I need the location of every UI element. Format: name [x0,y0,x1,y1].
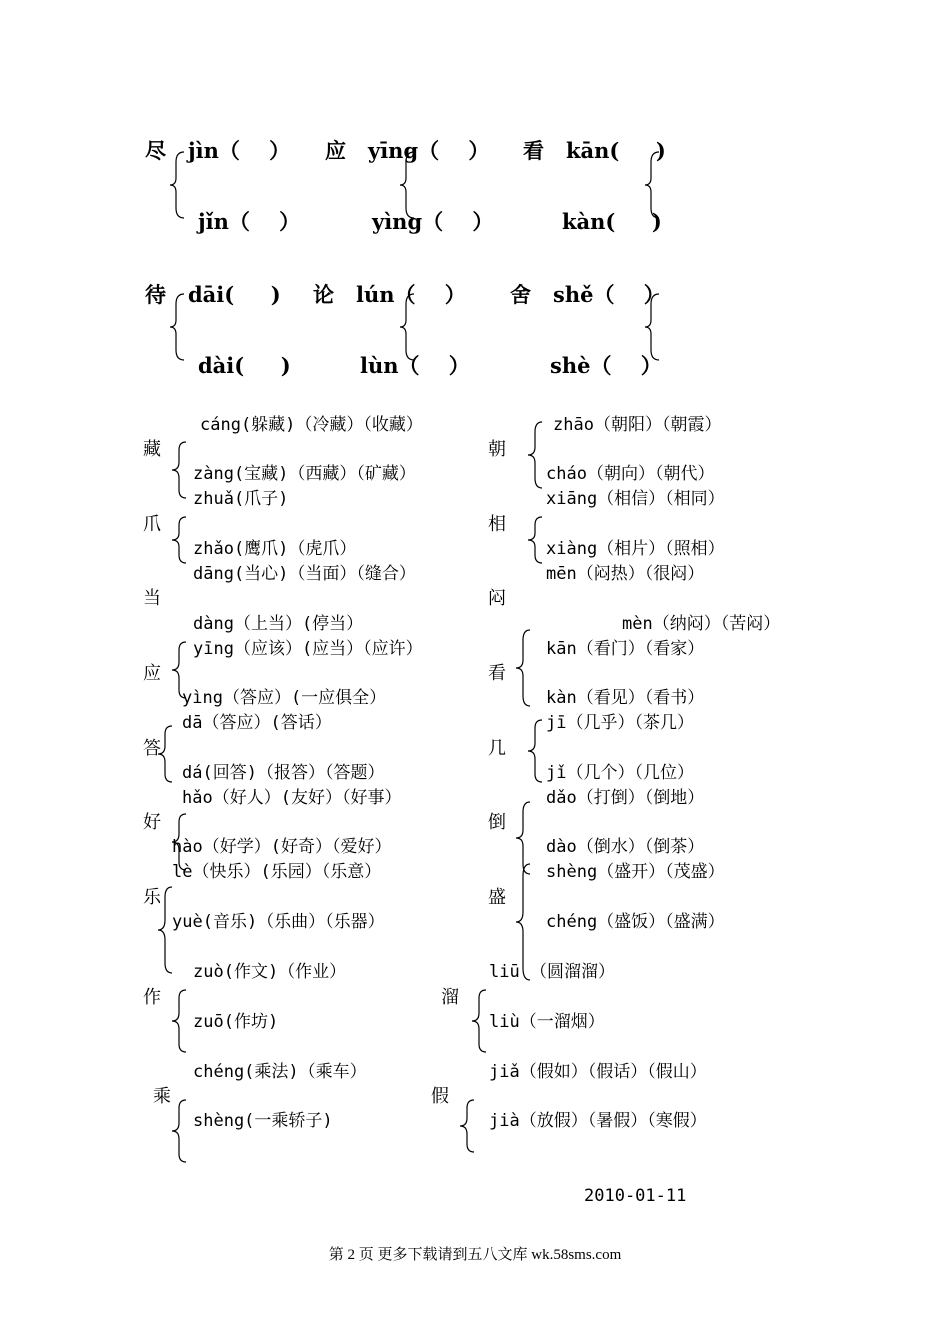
pinyin-line: kān（看门）（看家） [546,639,705,659]
brace-icon [172,1098,188,1164]
brace-icon [158,724,174,784]
char-chao: 朝 [488,439,506,460]
pinyin-line: yuè(音乐)（乐曲）（乐器） [172,912,385,932]
char-jin: 尽 [145,138,166,163]
char-cheng: 乘 [153,1086,171,1107]
pinyin-line: jiǎ（假如）（假话）（假山） [489,1062,707,1082]
pinyin-line: cáng(躲藏)（冷藏）（收藏） [200,415,423,435]
brace-icon [172,988,188,1054]
char-ying2: 应 [143,663,161,684]
brace-icon [400,292,416,362]
pinyin-line: zhuǎ(爪子) [193,489,289,509]
pinyin-line: liù（一溜烟） [489,1012,605,1032]
brace-icon [158,885,174,975]
pinyin-line: dāng(当心)（当面）（缝合） [193,564,416,584]
pinyin-line: shèng（盛开）（茂盛） [546,862,725,882]
char-she: 舍 [510,282,531,307]
brace-icon [645,150,661,220]
pinyin-line: hào（好学）(好奇）（爱好） [172,837,392,857]
char-sheng: 盛 [488,887,506,908]
pinyin-option: yīng（ ） [368,138,490,163]
pinyin-line: zhāo（朝阳）（朝霞） [553,415,722,435]
char-men: 闷 [488,588,506,609]
pinyin-line: chéng(乘法)（乘车） [193,1062,367,1082]
char-kan: 看 [523,138,544,163]
pinyin-line: dàng（上当）(停当） [193,614,364,634]
pinyin-option: jìn（ ） [188,138,291,163]
char-cang: 藏 [143,439,161,460]
pinyin-option: shè（ ） [550,353,662,378]
pinyin-line: chéng（盛饭）（盛满） [546,912,725,932]
char-dai: 待 [145,282,166,307]
char-lun: 论 [313,282,334,307]
char-xiang: 相 [488,514,506,535]
brace-icon [472,988,488,1054]
brace-icon [528,718,544,784]
pinyin-line: dào（倒水）（倒茶） [546,837,705,857]
pinyin-option: dāi( ) [188,282,281,307]
brace-icon [528,420,544,490]
pinyin-option: lùn（ ） [360,353,470,378]
char-zuo: 作 [143,987,161,1008]
char-ji: 几 [488,738,506,759]
brace-icon [170,150,186,220]
char-da: 答 [143,738,161,759]
pinyin-line: mèn（纳闷）（苦闷） [622,614,781,634]
pinyin-option: kàn( ) [562,209,662,234]
brace-icon [170,292,186,362]
brace-icon [460,1098,476,1154]
brace-icon [516,628,532,708]
pinyin-option: jǐn（ ） [198,209,301,234]
pinyin-line: yīng（应该）(应当）（应许） [193,639,423,659]
pinyin-line: zhǎo(鹰爪)（虎爪） [193,539,357,559]
pinyin-option: shě（ ） [553,282,665,307]
pinyin-option: lún（ ） [356,282,466,307]
pinyin-line: jǐ（几个）（几位） [546,763,694,783]
brace-icon [645,292,661,362]
pinyin-line: jià（放假）（暑假）（寒假） [489,1111,707,1131]
brace-icon [528,515,544,565]
pinyin-line: zuō(作坊) [193,1012,279,1032]
pinyin-option: yìng（ ） [372,209,494,234]
pinyin-line: xiàng（相片）（照相） [546,539,725,559]
char-liu: 溜 [441,987,459,1008]
char-jia: 假 [431,1086,449,1107]
char-ying: 应 [325,138,346,163]
brace-icon [172,440,188,500]
pinyin-line: zuò(作文)（作业） [193,962,347,982]
pinyin-line: lè（快乐）(乐园）（乐意） [172,862,382,882]
pinyin-line: dǎo（打倒）（倒地） [546,788,705,808]
pinyin-line: jī（几乎）（茶几） [546,713,694,733]
pinyin-line: cháo（朝向）（朝代） [546,464,715,484]
pinyin-line: zàng(宝藏)（西藏）（矿藏） [193,464,416,484]
pinyin-line: dá(回答)（报答）（答题） [182,763,385,783]
page-footer: 第 2 页 更多下载请到五八文库 wk.58sms.com [328,1247,622,1263]
char-le: 乐 [143,887,161,908]
brace-icon [172,515,188,565]
pinyin-option: dài( ) [198,353,291,378]
pinyin-line: kàn（看见）（看书） [546,688,705,708]
pinyin-line: shèng(一乘轿子) [193,1111,333,1131]
pinyin-line: xiāng（相信）（相同） [546,489,725,509]
pinyin-line: hǎo（好人）(友好）（好事） [182,788,402,808]
char-dao: 倒 [488,812,506,833]
document-date: 2010-01-11 [584,1186,687,1206]
pinyin-option: kān( ) [566,138,666,163]
pinyin-line: liū （圆溜溜） [489,962,615,982]
char-hao: 好 [143,812,161,833]
pinyin-line: mēn（闷热）（很闷） [546,564,705,584]
pinyin-line: yìng（答应）(一应俱全） [182,688,387,708]
pinyin-line: dā（答应）(答话） [182,713,332,733]
char-dang: 当 [143,588,161,609]
char-kan2: 看 [488,663,506,684]
char-zhua: 爪 [143,514,161,535]
brace-icon [172,640,188,700]
brace-icon [400,150,416,220]
